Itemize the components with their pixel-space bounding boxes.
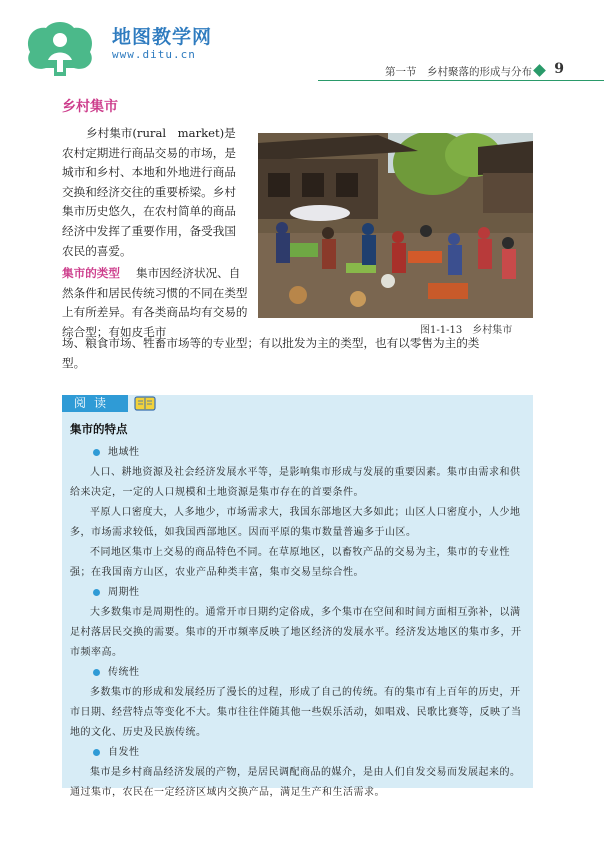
book-icon [134, 396, 156, 411]
running-header-title: 第一节 乡村聚落的形成与分布 [385, 66, 532, 78]
feature-paragraph: 集市是乡村商品经济发展的产物，是居民调配商品的媒介，是由人们自发交易而发展起来的。通过集市，农民在一定经济区域内交换产品，满足生产和生活需求。 [70, 767, 521, 798]
section-title: 乡村集市 [62, 99, 118, 115]
photo-caption: 图1-1-13 乡村集市 [420, 325, 513, 336]
feature-paragraph: 人口、耕地资源及社会经济发展水平等，是影响集市形成与发展的重要因素。集市由需求和供给来决定，一定的人口规模和土地资源是集市存在的首要条件。 [70, 467, 521, 498]
feature-heading-regional: 地域性 [70, 443, 525, 463]
subhead-market-types: 集市的类型 [62, 266, 120, 280]
bullet-dot-icon [93, 449, 100, 456]
watermark-name: 地图教学网 [112, 26, 213, 48]
feature-paragraph: 平原人口密度大，人多地少，市场需求大，我国东部地区大多如此；山区人口密度小，人少地多，市场需求较低，如我国西部地区。因而平原的集市数量普遍多于山区。 [70, 507, 521, 538]
paragraph-market-types [62, 264, 249, 342]
header-rule [318, 80, 604, 81]
feature-heading-spontaneous: 自发性 [70, 743, 525, 763]
feature-heading-traditional: 传统性 [70, 663, 525, 683]
watermark-url: www.ditu.cn [112, 48, 196, 61]
market-photo [258, 133, 533, 318]
paragraph-intro: 乡村集市(rural market)是农村定期进行商品交易的市场，是城市和乡村、本地和外地进行商品交换和经济交往的重要桥梁。乡村集市历史悠久，在农村简单的商品经济中发挥了重要作用，备受我国农民的喜爱。 [62, 126, 236, 258]
paragraph-market-types-text: 集市因经济状况、自然条件和居民传统习惯的不同在类型上有所差异。有各类商品均有交易的综合型；有如皮毛市 [62, 266, 248, 339]
reading-box [62, 395, 533, 798]
bullet-dot-icon [93, 749, 100, 756]
feature-heading-periodic: 周期性 [70, 583, 525, 603]
bullet-dot-icon [93, 589, 100, 596]
page-number: 9 [554, 61, 564, 77]
feature-paragraph: 大多数集市是周期性的。通常开市日期约定俗成，多个集市在空间和时间方面相互弥补，以满足村落居民交换的需要。集市的开市频率反映了地区经济的发展水平。经济发达地区的集市多，开市频率高。 [70, 607, 522, 658]
header-diamond-icon [533, 64, 546, 77]
ditu-logo-icon [22, 18, 110, 76]
reading-title: 集市的特点 [70, 422, 128, 436]
reading-content [70, 443, 525, 803]
feature-paragraph: 不同地区集市上交易的商品特色不同。在草原地区，以畜牧产品的交易为主，集市的专业性强；在我国南方山区，农业产品种类丰富，集市交易呈综合性。 [70, 547, 510, 578]
feature-paragraph: 多数集市的形成和发展经历了漫长的过程，形成了自己的传统。有的集市有上百年的历史，开市日期、经营特点等变化不大。集市往往伴随其他一些娱乐活动，如唱戏、民歌比赛等，反映了当地的文化、历史及民族传统。 [70, 687, 522, 738]
paragraph-market-types-tail: 场、粮食市场、牲畜市场等的专业型；有以批发为主的类型，也有以零售为主的类型。 [62, 336, 480, 370]
bullet-dot-icon [93, 669, 100, 676]
reading-tab: 阅读 [62, 395, 128, 412]
